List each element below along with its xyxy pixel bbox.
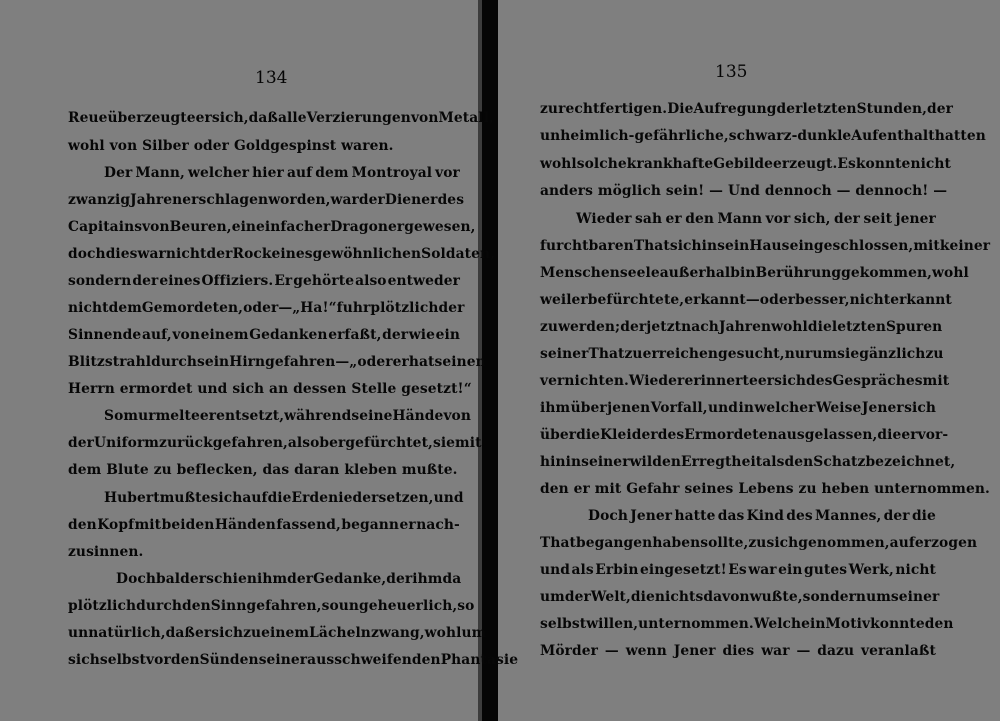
- left-page-line: So murmelte er entsetzt, während seine Hände von: [104, 408, 471, 424]
- left-page-line: den Kopf mit beiden Händen fassend, begann er nach-: [68, 517, 460, 533]
- right-page-number: 135: [715, 62, 748, 82]
- right-page-line: Wieder sah er den Mann vor sich, der seit jener: [576, 211, 936, 227]
- right-page-line: unheimlich-gefährliche, schwarz-dunkle Aufenthalt hatten: [540, 128, 986, 144]
- left-page-line: dem Blute zu beflecken, das daran kleben mußte.: [68, 462, 458, 478]
- right-page-line: That begangen haben sollte, zu sich genommen, auferzogen: [540, 535, 978, 551]
- right-page-line: ihm über jenen Vorfall, und in welcher Weise Jener sich: [540, 400, 936, 416]
- right-page-line: weil er befürchtete, erkannt — oder besser, nicht erkannt: [540, 292, 952, 308]
- left-page-line: Capitains von Beuren, ein einfacher Dragoner gewesen,: [68, 219, 476, 235]
- right-page-line: Mörder — wenn Jener dies war — dazu veranlaßt: [540, 643, 936, 659]
- right-page-line: anders möglich sein! — Und dennoch — dennoch! —: [540, 183, 948, 199]
- right-page-line: den er mit Gefahr seines Lebens zu heben unternommen.: [540, 481, 990, 497]
- left-page-line: Der Mann, welcher hier auf dem Montroyal vor: [104, 165, 460, 181]
- left-page-line: Doch bald erschien ihm der Gedanke, der ihm da: [116, 571, 462, 587]
- left-page-line: Hubert mußte sich auf die Erde niedersetzen, und: [104, 490, 464, 506]
- left-page-line: zwanzig Jahren erschlagen worden, war der Diener des: [68, 192, 465, 208]
- left-page-line: nicht dem Gemordeten, oder — „Ha!“ fuhr plötzlich der: [68, 300, 465, 316]
- right-page-line: seiner That zu erreichen gesucht, nur um sie gänzlich zu: [540, 346, 944, 362]
- right-page-line: Menschenseele außerhalb in Berührung gekommen, wohl: [540, 265, 969, 281]
- left-page-line: doch dies war nicht der Rock eines gewöhnlichen Soldaten,: [68, 246, 496, 262]
- right-page-line: über die Kleider des Ermordeten ausgelassen, die er vor-: [540, 427, 949, 443]
- right-page-line: vernichten. Wieder erinnerte er sich des Gespräches mit: [540, 373, 950, 389]
- right-page-line: wohl solche krankhafte Gebilde erzeugt. Es konnte nicht: [540, 156, 952, 172]
- right-page-line: Doch Jener hatte das Kind des Mannes, der die: [588, 508, 936, 524]
- left-page-line: sondern der eines Offiziers. Er gehörte also entweder: [68, 273, 460, 289]
- right-page-line: furchtbaren That sich in sein Haus eingeschlossen, mit keiner: [540, 238, 991, 254]
- left-page-line: unnatürlich, daß er sich zu einem Lächeln zwang, wohl um: [68, 625, 487, 641]
- left-page-line: Sinnende auf, von einem Gedanken erfaßt, der wie ein: [68, 327, 460, 343]
- right-page-line: um der Welt, die nichts davon wußte, sondern um seiner: [540, 589, 940, 605]
- left-page-line: der Uniform zurückgefahren, als ob er gefürchtet, sie mit: [68, 435, 482, 451]
- right-page-line: zu rechtfertigen. Die Aufregung der letzten Stunden, der: [540, 101, 954, 117]
- left-page-line: Blitzstrahl durch sein Hirn gefahren — „oder er hat seinen: [68, 354, 486, 370]
- left-page-line: plötzlich durch den Sinn gefahren, so ungeheuerlich, so: [68, 598, 475, 614]
- left-page-line: Herrn ermordet und sich an dessen Stelle gesetzt!“: [68, 381, 472, 397]
- left-page-line: wohl von Silber oder Goldgespinst waren.: [68, 138, 394, 154]
- left-page-line: Reue überzeugte er sich, daß alle Verzierungen von Metall,: [68, 110, 494, 126]
- right-page-line: hin in seiner wilden Erregtheit als den Schatz bezeichnet,: [540, 454, 956, 470]
- right-page-line: selbst willen, unternommen. Welch ein Motiv konnte den: [540, 616, 954, 632]
- left-page-number: 134: [255, 68, 288, 88]
- left-page-line: sich selbst vor den Sünden seiner ausschweifenden Phantasie: [68, 652, 519, 668]
- left-page-line: zusinnen.: [68, 544, 144, 560]
- right-page-line: und als Erbin eingesetzt! Es war ein gutes Werk, nicht: [540, 562, 936, 578]
- right-page-line: zu werden; der jetzt nach Jahren wohl die letzten Spuren: [540, 319, 943, 335]
